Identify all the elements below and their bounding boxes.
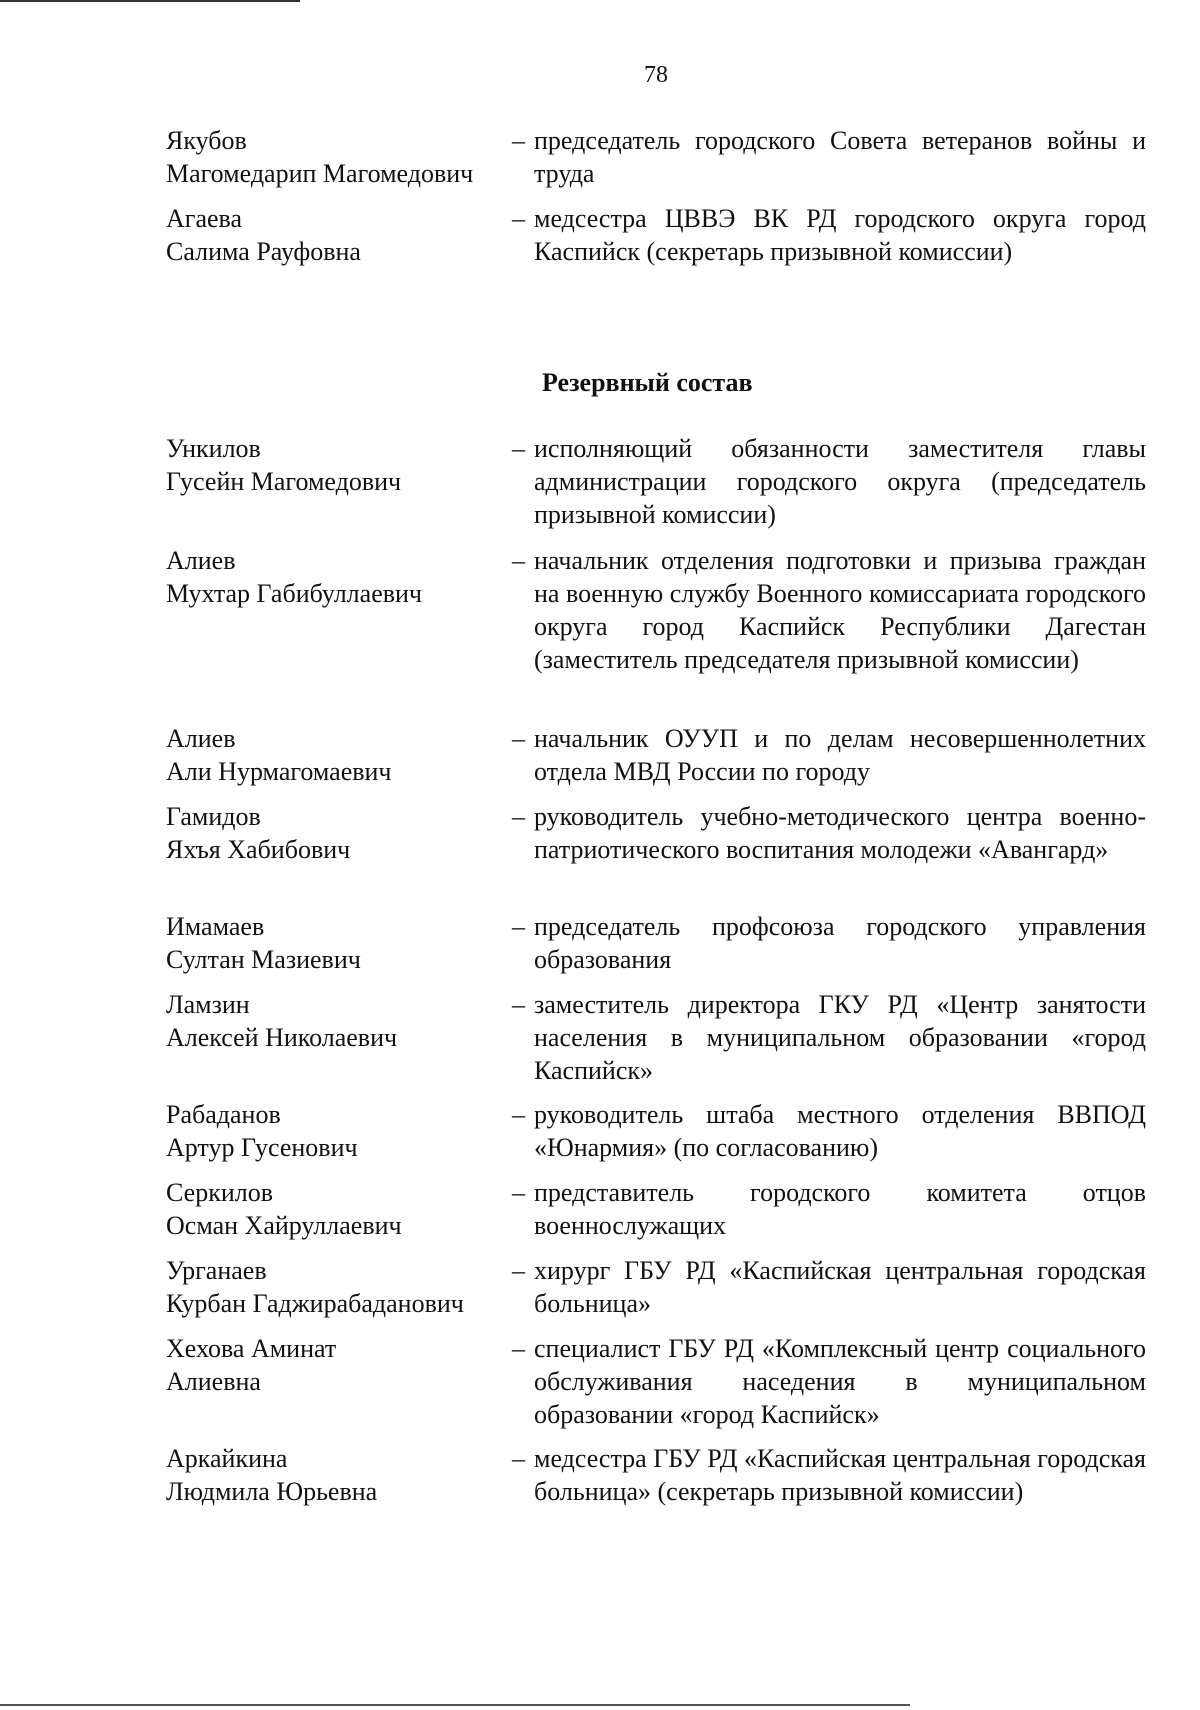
dash-mark: – [512, 912, 525, 941]
member-name [166, 1254, 526, 1320]
member-given-names: Мухтар Габибуллаевич [166, 579, 423, 608]
member-surname: Гамидов [166, 802, 261, 831]
dash-mark: – [512, 990, 525, 1019]
member-position-text: руководитель учебно-методического центра военно-патриотического воспитания молодежи «Авангард» [534, 802, 1146, 864]
member-name [166, 124, 526, 190]
member-given-names: Курбан Гаджирабаданович [166, 1289, 464, 1318]
member-position-text: медсестра ЦВВЭ ВК РД городского округа город Каспийск (секретарь призывной комиссии) [534, 204, 1146, 266]
dash-mark: – [512, 1100, 525, 1129]
member-surname: Урганаев [166, 1256, 267, 1285]
member-name [166, 800, 526, 866]
member-given-names: Али Нурмагомаевич [166, 757, 392, 786]
dash-mark: – [512, 126, 525, 155]
member-given-names: Людмила Юрьевна [166, 1477, 378, 1506]
member-position-text: хирург ГБУ РД «Каспийская центральная городская больница» [534, 1256, 1146, 1318]
member-given-names: Осман Хайруллаевич [166, 1211, 402, 1240]
scan-edge-line-bottom [0, 1704, 910, 1706]
member-position [512, 202, 1146, 268]
member-position [512, 124, 1146, 190]
member-surname: Серкилов [166, 1178, 273, 1207]
member-surname: Ункилов [166, 434, 261, 463]
member-name [166, 544, 526, 610]
member-position [512, 910, 1146, 976]
member-position-text: руководитель штаба местного отделения ВВПОД «Юнармия» (по согласованию) [534, 1100, 1146, 1162]
member-name [166, 1332, 526, 1398]
member-position-text: заместитель директора ГКУ РД «Центр занятости населения в муниципальном образовании «город Каспийск» [534, 990, 1146, 1085]
dash-mark: – [512, 1178, 525, 1207]
member-surname: Ламзин [166, 990, 250, 1019]
member-given-names: Магомедарип Магомедович [166, 159, 474, 188]
member-position [512, 1442, 1146, 1508]
member-position [512, 1176, 1146, 1242]
member-surname: Хехова Аминат [166, 1334, 337, 1363]
member-given-names: Яхъя Хабибович [166, 835, 351, 864]
member-position-text: начальник ОУУП и по делам несовершеннолетних отдела МВД России по городу [534, 724, 1146, 786]
dash-mark: – [512, 802, 525, 831]
page-number: 78 [644, 62, 668, 88]
member-position [512, 544, 1146, 676]
member-surname: Якубов [166, 126, 247, 155]
dash-mark: – [512, 724, 525, 753]
dash-mark: – [512, 204, 525, 233]
member-position-text: представитель городского комитета отцов военнослужащих [534, 1178, 1146, 1240]
member-surname: Рабаданов [166, 1100, 281, 1129]
member-position [512, 988, 1146, 1087]
dash-mark: – [512, 1256, 525, 1285]
member-name [166, 1442, 526, 1508]
member-position-text: специалист ГБУ РД «Комплексный центр социального обслуживания наседения в муниципальном образовании «город Каспийск» [534, 1334, 1146, 1429]
member-given-names: Алексей Николаевич [166, 1023, 398, 1052]
member-name [166, 910, 526, 976]
member-given-names: Алиевна [166, 1367, 261, 1396]
dash-mark: – [512, 1444, 525, 1473]
member-surname: Аркайкина [166, 1444, 288, 1473]
member-position-text: председатель профсоюза городского управления образования [534, 912, 1146, 974]
member-given-names: Султан Мазиевич [166, 945, 361, 974]
dash-mark: – [512, 434, 525, 463]
member-name [166, 722, 526, 788]
member-surname: Агаева [166, 204, 242, 233]
member-surname: Алиев [166, 724, 236, 753]
member-position [512, 1254, 1146, 1320]
member-position [512, 1332, 1146, 1431]
member-given-names: Гусейн Магомедович [166, 467, 402, 496]
member-name [166, 988, 526, 1054]
member-name [166, 1098, 526, 1164]
member-surname: Имамаев [166, 912, 265, 941]
member-name [166, 432, 526, 498]
member-position [512, 722, 1146, 788]
member-position [512, 800, 1146, 866]
member-surname: Алиев [166, 546, 236, 575]
member-position-text: исполняющий обязанности заместителя главы администрации городского округа (председатель призывной комиссии) [534, 434, 1146, 529]
member-position [512, 1098, 1146, 1164]
dash-mark: – [512, 546, 525, 575]
member-position-text: медсестра ГБУ РД «Каспийская центральная городская больница» (секретарь призывной комиссии) [534, 1444, 1146, 1506]
member-name [166, 202, 526, 268]
member-given-names: Артур Гусенович [166, 1133, 358, 1162]
dash-mark: – [512, 1334, 525, 1363]
scan-edge-line-top [0, 0, 300, 2]
member-name [166, 1176, 526, 1242]
member-position-text: председатель городского Совета ветеранов войны и труда [534, 126, 1146, 188]
member-position-text: начальник отделения подготовки и призыва граждан на военную службу Военного комиссариата городского округа город Каспийск Республики Дагестан (заместитель председателя призывной комиссии) [534, 546, 1146, 674]
member-given-names: Салима Рауфовна [166, 237, 361, 266]
member-position [512, 432, 1146, 531]
section-heading-reserve: Резервный состав [542, 368, 753, 397]
